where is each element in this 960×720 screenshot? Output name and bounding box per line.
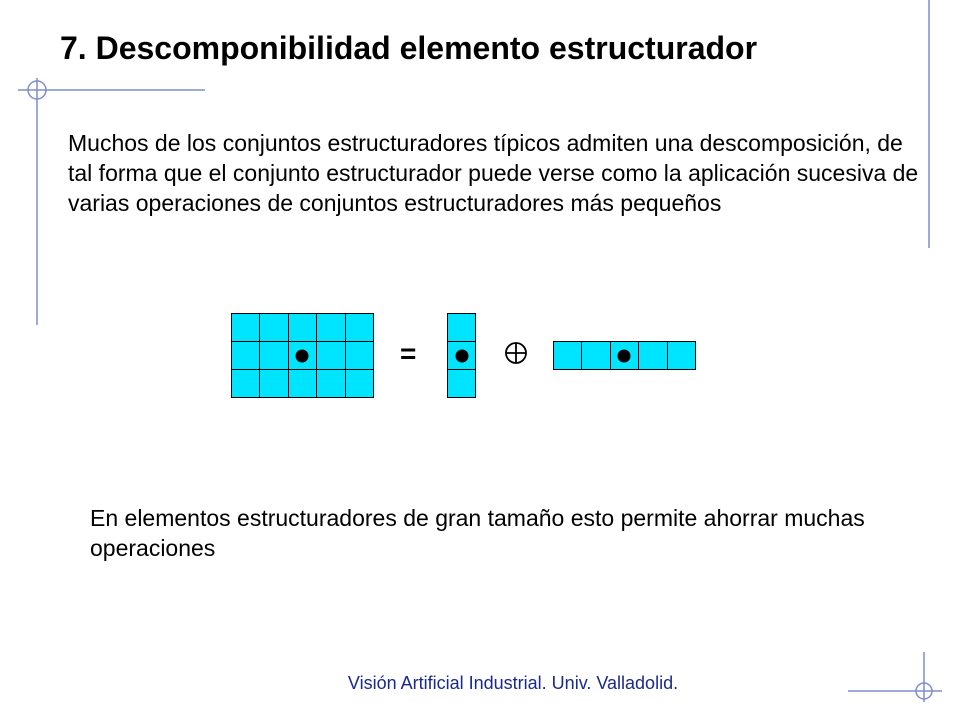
equals-symbol: = [400,338,417,369]
conclusion-paragraph: En elementos estructuradores de gran tamaño esto permite ahorrar muchas operaciones [90,505,865,561]
row-structuring-element [553,341,696,370]
intro-paragraph: Muchos de los conjuntos estructuradores típicos admiten una descomposición, de tal forma que el conjunto estructurador puede verse como la aplicación sucesiva de varias operaciones de conjuntos estructuradores más pequeños [68,130,919,216]
slide-title: 7. Descomponibilidad elemento estructurador [60,30,758,66]
slide-footer: Visión Artificial Industrial. Univ. Valladolid. [347,673,679,693]
origin-cell [610,342,638,370]
origin-dot [618,349,631,362]
